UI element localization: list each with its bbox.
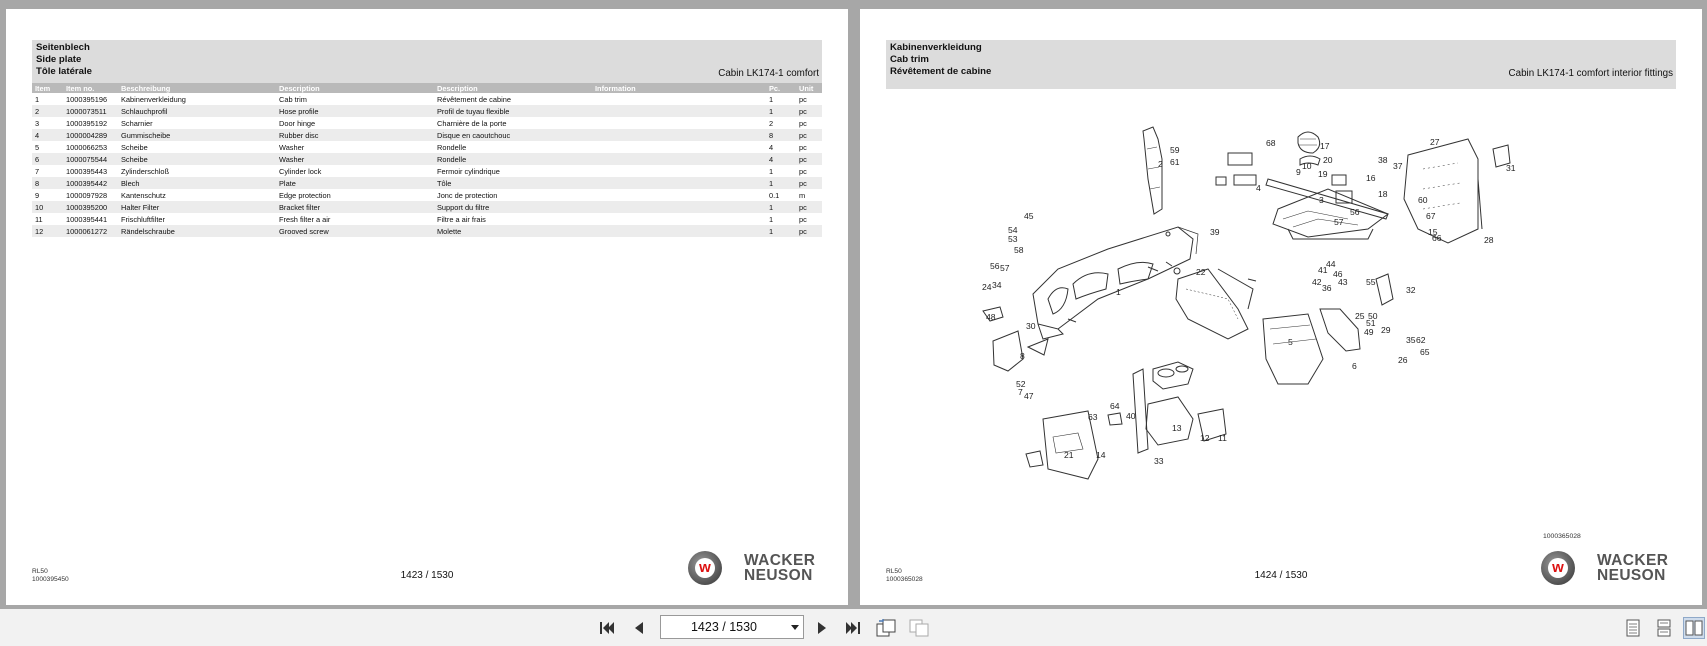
diagram-callout: 44 [1326, 259, 1336, 269]
title-de: Seitenblech [36, 42, 90, 53]
page-header [32, 40, 822, 89]
table-cell: 11 [35, 214, 43, 224]
diagram-callout: 8 [1020, 351, 1025, 361]
table-cell [592, 153, 766, 165]
table-cell: Fermoir cylindrique [437, 166, 500, 176]
table-row [32, 117, 822, 129]
column-header: Item [32, 83, 63, 93]
diagram-callout: 18 [1378, 189, 1388, 199]
table-cell: 1000097928 [66, 190, 108, 200]
table-cell: Plate [276, 177, 434, 189]
table-cell: Profil de tuyau flexible [434, 105, 592, 117]
diagram-callout: 7 [1018, 387, 1023, 397]
table-cell: 1000395192 [66, 118, 108, 128]
footer-info [32, 568, 69, 584]
diagram-callout: 39 [1210, 227, 1220, 237]
diagram-callout: 20 [1323, 155, 1333, 165]
table-cell: 1000395443 [66, 166, 108, 176]
table-cell: pc [799, 142, 807, 152]
table-cell: Rondelle [437, 142, 467, 152]
table-cell: Frischluftfilter [121, 214, 165, 224]
table-cell: Washer [276, 153, 434, 165]
diagram-callout: 67 [1426, 211, 1436, 221]
table-cell: 4 [769, 142, 774, 152]
diagram-callout: 68 [1266, 138, 1276, 148]
table-cell: pc [799, 118, 807, 128]
table-cell: 1 [769, 166, 774, 176]
page-left [6, 9, 848, 605]
diagram-callout: 9 [1296, 167, 1301, 177]
diagram-callout: 26 [1398, 355, 1408, 365]
diagram-callout: 13 [1172, 423, 1182, 433]
page-header [886, 40, 1676, 89]
diagram-callout: 27 [1430, 137, 1440, 147]
diagram-callout: 30 [1026, 321, 1036, 331]
diagram-callout: 3 [1319, 195, 1324, 205]
title-fr: Révêtement de cabine [890, 66, 992, 77]
fit-page-icon[interactable] [907, 617, 931, 639]
diagram-callout: 24 [982, 282, 992, 292]
table-cell [592, 189, 766, 201]
column-header: Description [276, 83, 434, 93]
table-cell [592, 165, 766, 177]
assembly-subtitle: Cabin LK174-1 comfort interior fittings [1508, 68, 1673, 79]
table-cell: pc [796, 225, 822, 237]
first-page-icon[interactable] [597, 617, 619, 639]
drawing-reference: 1000365028 [1543, 533, 1581, 540]
table-cell: 1 [766, 105, 796, 117]
table-cell [592, 93, 766, 105]
table-cell: 1000395200 [63, 201, 118, 213]
diagram-callout: 61 [1170, 157, 1180, 167]
table-cell: 1 [766, 201, 796, 213]
table-cell: Révêtement de cabine [437, 94, 511, 104]
table-cell: 9 [35, 190, 40, 200]
viewer-toolbar [0, 609, 1707, 646]
table-cell: 8 [32, 177, 63, 189]
table-row [32, 153, 822, 165]
column-header: Beschreibung [118, 83, 276, 93]
logo-letter: w [1552, 559, 1564, 576]
diagram-callout: 35 [1406, 335, 1416, 345]
table-body [32, 93, 822, 237]
footer-docno: 1000365028 [886, 576, 923, 583]
table-cell [592, 141, 766, 153]
table-cell: Disque en caoutchouc [434, 129, 592, 141]
table-cell: pc [796, 177, 822, 189]
table-cell: Rändelschraube [118, 225, 276, 237]
title-en: Cab trim [890, 54, 929, 65]
diagram-callout: 52 [1016, 379, 1026, 389]
table-header-row [32, 83, 822, 93]
brand-line2: NEUSON [744, 567, 813, 584]
diagram-callout: 4 [1256, 183, 1261, 193]
table-cell: 8 [766, 129, 796, 141]
diagram-callout: 63 [1088, 412, 1098, 422]
single-page-view-icon[interactable] [1623, 617, 1643, 639]
diagram-callout: 60 [1418, 195, 1428, 205]
diagram-callout: 49 [1364, 327, 1374, 337]
table-cell: Kantenschutz [121, 190, 166, 200]
diagram-callout: 19 [1318, 169, 1328, 179]
page-number-value: 1423 / 1530 [690, 620, 758, 634]
diagram-callout: 34 [992, 280, 1002, 290]
diagram-callout: 2 [1158, 159, 1163, 169]
table-cell: 5 [35, 142, 40, 152]
footer-info [886, 568, 923, 584]
chevron-down-icon[interactable] [791, 625, 799, 630]
diagram-callout: 29 [1381, 325, 1391, 335]
diagram-callout: 12 [1200, 433, 1210, 443]
table-row [32, 141, 822, 153]
title-en: Side plate [36, 54, 82, 65]
table-cell: 10 [32, 201, 63, 213]
table-cell: 4 [766, 153, 796, 165]
table-cell [592, 177, 766, 189]
table-row [32, 177, 822, 189]
diagram-callout: 42 [1312, 277, 1322, 287]
diagram-callout: 10 [1302, 161, 1312, 171]
column-header: Item no. [63, 83, 118, 93]
diagram-callout: 65 [1420, 347, 1430, 357]
table-cell: pc [799, 214, 807, 224]
title-de: Kabinenverkleidung [890, 42, 982, 53]
table-cell: 1000395441 [66, 214, 108, 224]
last-page-icon[interactable] [841, 617, 863, 639]
table-cell: Door hinge [279, 118, 316, 128]
table-cell: Cab trim [279, 94, 307, 104]
title-fr: Tôle latérale [36, 66, 92, 77]
footer-docno: 1000395450 [32, 576, 69, 583]
diagram-callout: 41 [1318, 265, 1328, 275]
rotate-icon[interactable] [874, 617, 898, 639]
table-cell: 12 [32, 225, 63, 237]
continuous-view-icon[interactable] [1654, 617, 1674, 639]
exploded-parts-diagram [948, 119, 1548, 525]
footer-model: RL50 [886, 568, 902, 575]
table-cell: 1000395196 [66, 94, 108, 104]
table-cell [592, 105, 766, 117]
diagram-callout: 14 [1096, 450, 1106, 460]
diagram-callout: 40 [1126, 411, 1136, 421]
table-cell: Charnière de la porte [437, 118, 507, 128]
table-cell: Scheibe [121, 142, 148, 152]
two-page-view-icon[interactable] [1683, 617, 1705, 639]
next-page-icon[interactable] [813, 617, 831, 639]
column-header: Description [434, 83, 592, 93]
diagram-callout: 38 [1378, 155, 1388, 165]
previous-page-icon[interactable] [630, 617, 648, 639]
table-cell: 0.1 [769, 190, 780, 200]
column-header: Unit [796, 83, 822, 93]
table-cell [592, 225, 766, 237]
diagram-callout: 47 [1024, 391, 1034, 401]
table-cell: Filtre a air frais [437, 214, 486, 224]
table-cell: pc [799, 166, 807, 176]
page-number: 1423 / 1530 [400, 570, 454, 581]
diagram-callout: 50 [1368, 311, 1378, 321]
table-cell: pc [796, 201, 822, 213]
table-cell: 1 [769, 94, 774, 104]
diagram-callout: 15 [1428, 227, 1438, 237]
table-row [32, 129, 822, 141]
table-row [32, 93, 822, 105]
table-cell: 6 [32, 153, 63, 165]
logo-letter: w [699, 559, 711, 576]
table-cell [592, 129, 766, 141]
table-cell: Cylinder lock [279, 166, 322, 176]
table-cell [592, 213, 766, 225]
diagram-callout: 54 [1008, 225, 1018, 235]
table-cell: 1000004289 [63, 129, 118, 141]
brand-logo-icon [1541, 551, 1575, 585]
diagram-callout: 43 [1338, 277, 1348, 287]
diagram-callout: 48 [986, 312, 996, 322]
footer-model: RL50 [32, 568, 48, 575]
diagram-callout: 51 [1366, 318, 1376, 328]
table-cell: Support du filtre [434, 201, 592, 213]
table-cell: 1 [35, 94, 40, 104]
table-cell: Zylinderschloß [121, 166, 170, 176]
table-cell: 4 [32, 129, 63, 141]
diagram-callout: 11 [1218, 433, 1227, 443]
diagram-callout: 22 [1196, 267, 1206, 277]
brand-logo-icon [688, 551, 722, 585]
table-row [32, 189, 822, 201]
diagram-callout: 57 [1334, 217, 1344, 227]
table-cell: Rubber disc [276, 129, 434, 141]
table-cell: Gummischeibe [118, 129, 276, 141]
table-cell: 1 [769, 214, 774, 224]
diagram-callout: 33 [1154, 456, 1164, 466]
table-cell: 1 [766, 225, 796, 237]
table-row [32, 225, 822, 237]
table-cell: 2 [769, 118, 774, 128]
table-cell: pc [796, 105, 822, 117]
diagram-callout: 56 [990, 261, 1000, 271]
diagram-callout: 46 [1333, 269, 1343, 279]
table-cell: Fresh filter a air [279, 214, 331, 224]
diagram-callout: 36 [1322, 283, 1332, 293]
table-cell: Halter Filter [118, 201, 276, 213]
diagram-callout: 5 [1288, 337, 1293, 347]
table-cell: m [799, 190, 806, 200]
diagram-callout: 17 [1320, 141, 1330, 151]
diagram-callout: 56 [1350, 207, 1360, 217]
table-cell: 3 [35, 118, 40, 128]
table-cell: Hose profile [276, 105, 434, 117]
diagram-callout: 21 [1064, 450, 1074, 460]
table-cell: pc [796, 153, 822, 165]
column-header: Information [592, 83, 766, 93]
table-cell: 1000395442 [63, 177, 118, 189]
diagram-callout: 55 [1366, 277, 1376, 287]
brand-line1: WACKER [1597, 552, 1669, 569]
table-cell [592, 201, 766, 213]
diagram-callout: 59 [1170, 145, 1180, 155]
parts-table [32, 83, 822, 237]
diagram-callout: 66 [1432, 233, 1442, 243]
table-row [32, 165, 822, 177]
table-cell: 1 [766, 177, 796, 189]
table-cell: Edge protection [279, 190, 331, 200]
table-cell: Molette [434, 225, 592, 237]
diagram-callout: 28 [1484, 235, 1494, 245]
table-cell: 1000066253 [66, 142, 108, 152]
brand-name [1597, 553, 1668, 583]
table-cell: pc [799, 94, 807, 104]
table-cell: Kabinenverkleidung [121, 94, 186, 104]
table-cell: Schlauchprofil [118, 105, 276, 117]
table-cell: Blech [118, 177, 276, 189]
table-cell: Rondelle [434, 153, 592, 165]
table-row [32, 213, 822, 225]
table-cell: pc [796, 129, 822, 141]
diagram-callout: 37 [1393, 161, 1403, 171]
table-cell: Scheibe [118, 153, 276, 165]
brand-line1: WACKER [744, 552, 816, 569]
table-cell: 1000073511 [63, 105, 118, 117]
brand-name [744, 553, 815, 583]
page-number: 1424 / 1530 [1254, 570, 1308, 581]
brand-line2: NEUSON [1597, 567, 1666, 584]
diagram-callout: 62 [1416, 335, 1426, 345]
table-cell [592, 117, 766, 129]
diagram-callout: 32 [1406, 285, 1416, 295]
table-cell: Jonc de protection [437, 190, 498, 200]
diagram-callout: 57 [1000, 263, 1010, 273]
table-cell: 1000075544 [63, 153, 118, 165]
table-cell: 7 [35, 166, 40, 176]
diagram-callout: 64 [1110, 401, 1120, 411]
diagram-callout: 58 [1014, 245, 1024, 255]
page-right [860, 9, 1702, 605]
table-row [32, 201, 822, 213]
diagram-callout: 45 [1024, 211, 1034, 221]
table-cell: Tôle [434, 177, 592, 189]
table-cell: Grooved screw [276, 225, 434, 237]
table-cell: 2 [32, 105, 63, 117]
table-cell: Scharnier [121, 118, 153, 128]
diagram-callout: 16 [1366, 173, 1376, 183]
diagram-callout: 25 [1355, 311, 1365, 321]
diagram-callout: 31 [1506, 163, 1516, 173]
table-cell: Washer [279, 142, 305, 152]
page-number-input[interactable] [660, 615, 804, 639]
column-header: Pc. [766, 83, 796, 93]
table-cell: 1000061272 [63, 225, 118, 237]
table-row [32, 105, 822, 117]
assembly-subtitle: Cabin LK174-1 comfort [718, 68, 819, 79]
diagram-callout: 6 [1352, 361, 1357, 371]
table-cell: Bracket filter [276, 201, 434, 213]
diagram-callout: 1 [1116, 287, 1121, 297]
diagram-callout: 53 [1008, 234, 1018, 244]
